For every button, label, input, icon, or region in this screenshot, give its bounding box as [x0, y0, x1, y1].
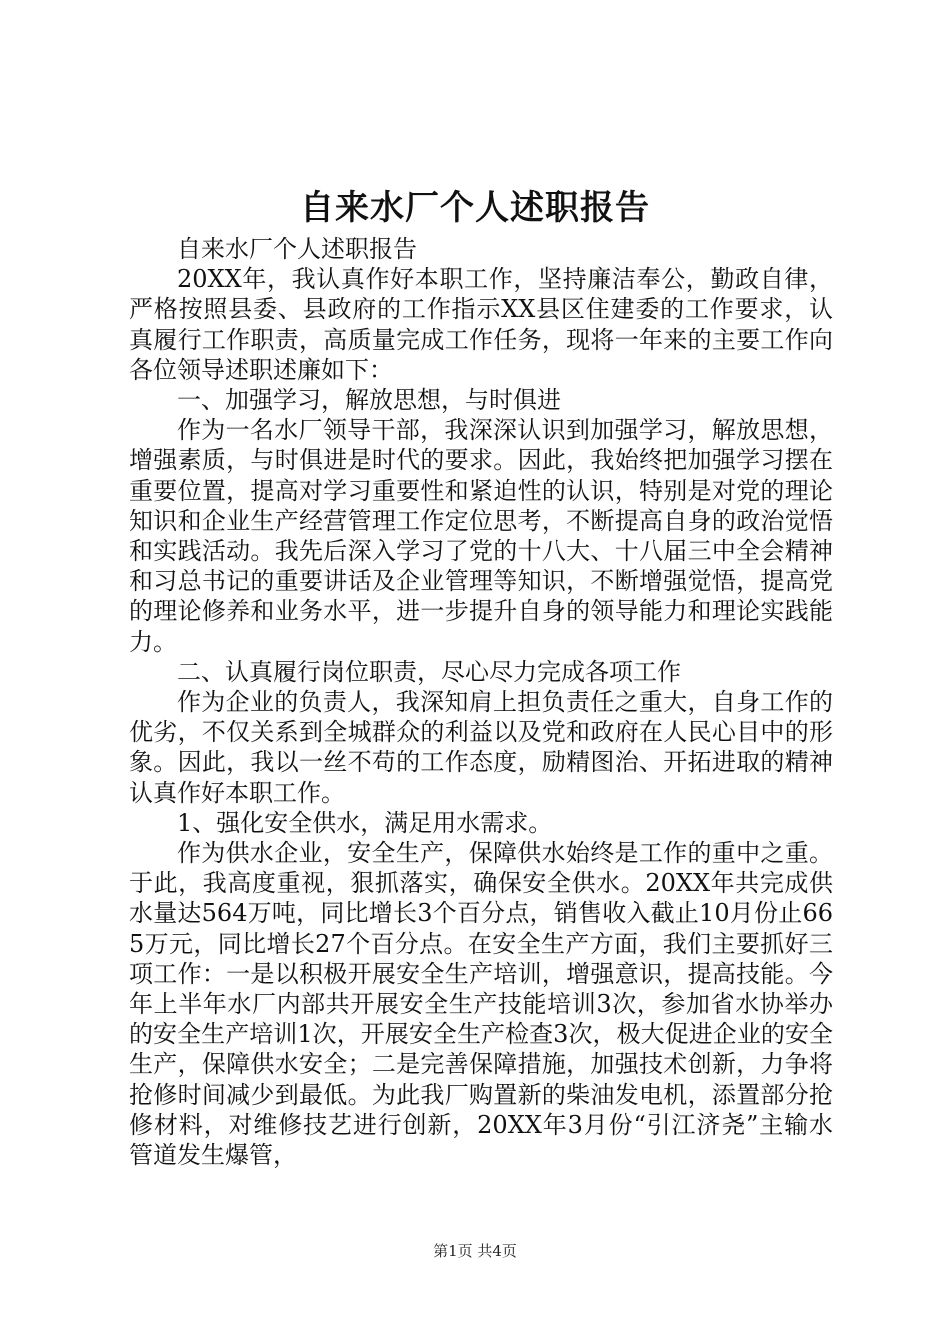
paragraph-intro: 20XX年，我认真作好本职工作，坚持廉洁奉公，勤政自律，严格按照县委、县政府的工作指示XX县区住建委的工作要求，认真履行工作职责，高质量完成工作任务，现将一年来的主要工作向各位领导述职述廉如下：: [129, 265, 833, 384]
document-body: [129, 234, 833, 1170]
subsection-heading-1: 1、强化安全供水，满足用水需求。: [177, 808, 553, 837]
section-heading-2: 二、认真履行岗位职责，尽心尽力完成各项工作: [177, 657, 681, 686]
paragraph-study: 作为一名水厂领导干部，我深深认识到加强学习，解放思想，增强素质，与时俱进是时代的要求。因此，我始终把加强学习摆在重要位置，提高对学习重要性和紧迫性的认识，特别是对党的理论知识和企业生产经营管理工作定位思考，不断提高自身的政治觉悟和实践活动。我先后深入学习了党的十八大、十八届三中全会精神和习总书记的重要讲话及企业管理等知识，不断增强觉悟，提高党的理论修养和业务水平，进一步提升自身的领导能力和理论实践能力。: [129, 416, 833, 656]
page-number-footer: 第1页 共4页: [433, 1242, 517, 1260]
document-title: 自来水厂个人述职报告: [300, 188, 650, 228]
paragraph-heading-repeat: 自来水厂个人述职报告: [177, 235, 417, 263]
section-heading-1: 一、加强学习，解放思想，与时俱进: [177, 386, 561, 415]
paragraph-safety: 作为供水企业，安全生产，保障供水始终是工作的重中之重。于此，我高度重视，狠抓落实，确保安全供水。20XX年共完成供水量达564万吨，同比增长3个百分点，销售收入截止10月份止665万元，同比增长27个百分点。在安全生产方面，我们主要抓好三项工作：一是以积极开展安全生产培训，增强意识，提高技能。今年上半年水厂内部共开展安全生产技能培训3次，参加省水协举办的安全生产培训1次，开展安全生产检查3次，极大促进企业的安全生产，保障供水安全；二是完善保障措施，加强技术创新，力争将抢修时间减少到最低。为此我厂购置新的柴油发电机，添置部分抢修材料，对维修技艺进行创新，20XX年3月份“引江济尧”主输水管道发生爆管，: [129, 839, 833, 1170]
paragraph-duty: 作为企业的负责人，我深知肩上担负责任之重大，自身工作的优劣，不仅关系到全城群众的利益以及党和政府在人民心目中的形象。因此，我以一丝不苟的工作态度，励精图治、开拓进取的精神认真作好本职工作。: [129, 688, 833, 807]
